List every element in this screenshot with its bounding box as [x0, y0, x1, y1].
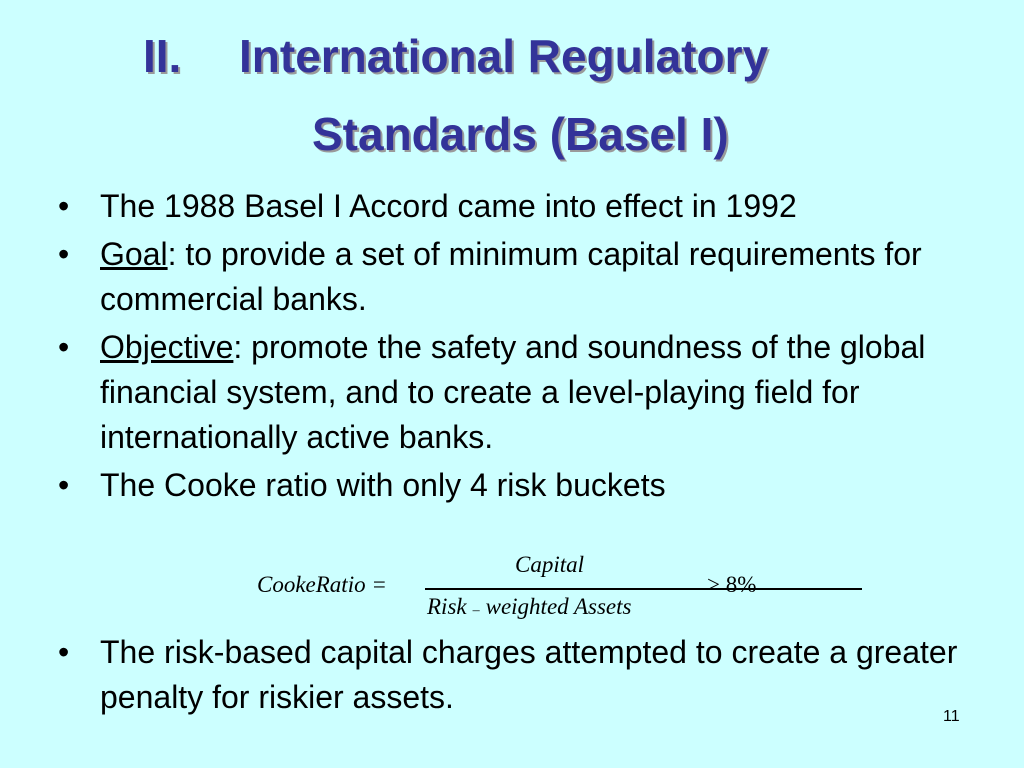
bullet-text: : to provide a set of minimum capital requirements for commercial banks.: [100, 236, 922, 317]
bullet-item: [56, 232, 976, 322]
bullet-icon: •: [58, 188, 70, 224]
denominator-left: Risk: [427, 594, 467, 619]
bullet-item: [56, 463, 976, 508]
bullet-icon: •: [58, 634, 70, 670]
page-number: 11: [943, 708, 960, 725]
denominator-dash: –: [472, 603, 480, 618]
fraction-bar: [425, 588, 862, 590]
bullet-item: [56, 630, 976, 720]
bullet-item: [56, 325, 976, 460]
bullet-term: Goal: [100, 236, 168, 272]
bullet-icon: •: [58, 236, 70, 272]
bullet-text: : promote the safety and soundness of the global financial system, and to create a level-playing field for internationally active banks.: [100, 329, 926, 455]
bullet-list-bottom: [56, 630, 976, 723]
bullet-icon: •: [58, 467, 70, 503]
formula-denominator: [427, 594, 631, 620]
title-line-2: Standards (Basel I): [312, 108, 729, 160]
formula-numerator: Capital: [515, 552, 585, 577]
bullet-text: The 1988 Basel I Accord came into effect in 1992: [100, 188, 797, 224]
bullet-text: The Cooke ratio with only 4 risk buckets: [100, 467, 666, 503]
title-number: II.: [143, 30, 182, 82]
formula-rhs: > 8%: [707, 572, 757, 597]
denominator-right: weighted Assets: [485, 594, 632, 619]
formula-lhs: CookeRatio =: [257, 572, 387, 597]
bullet-text: The risk-based capital charges attempted to create a greater penalty for riskier assets.: [100, 634, 958, 715]
cooke-ratio-formula: [257, 552, 777, 624]
title-text-line-1: International Regulatory: [239, 30, 769, 82]
bullet-item: [56, 184, 976, 229]
bullet-list: [56, 184, 976, 511]
title-line-1: [143, 28, 768, 84]
bullet-icon: •: [58, 329, 70, 365]
bullet-term: Objective: [100, 329, 234, 365]
